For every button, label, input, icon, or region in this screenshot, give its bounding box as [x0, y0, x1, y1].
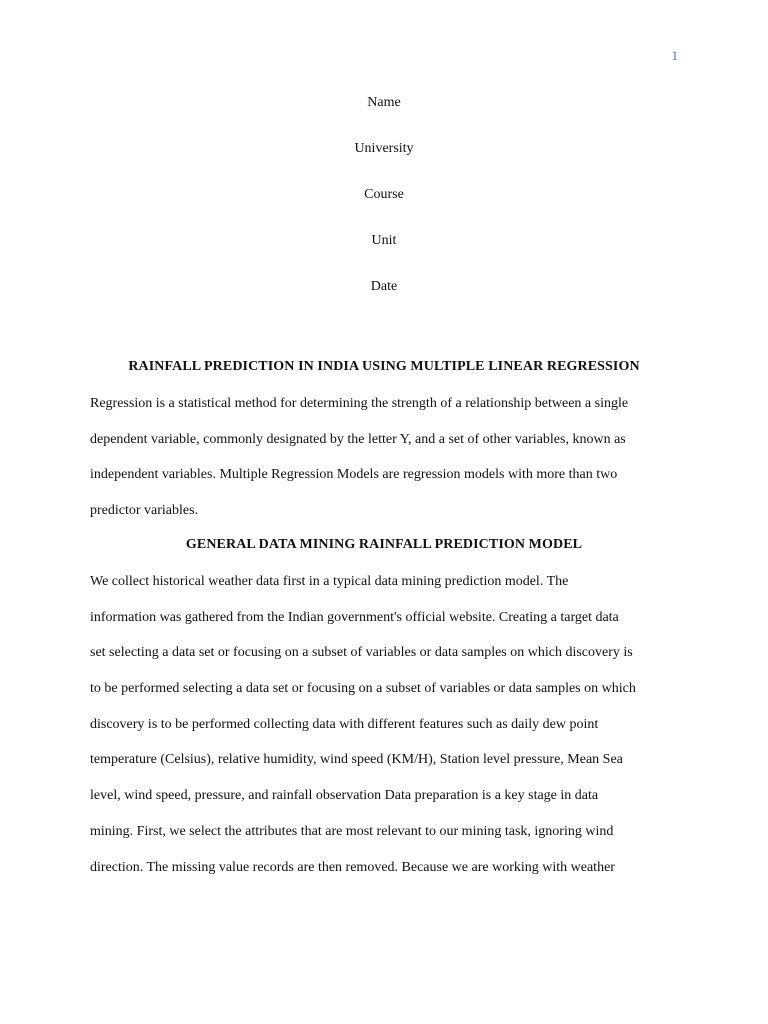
- title-date: Date: [370, 279, 398, 294]
- paragraph-line: level, wind speed, pressure, and rainfall observation Data preparation is a key stage in data: [90, 788, 599, 804]
- paragraph-line: direction. The missing value records are then removed. Because we are working with weather: [90, 859, 615, 875]
- paragraph-line: We collect historical weather data first in a typical data mining prediction model. The: [90, 574, 569, 589]
- paragraph-line: dependent variable, commonly designated by the letter Y, and a set of other variables, known as: [90, 431, 626, 447]
- title-name: Name: [367, 95, 401, 110]
- title-university: University: [354, 141, 414, 156]
- paragraph-line: set selecting a data set or focusing on a subset of variables or data samples on which discovery is: [90, 645, 633, 661]
- title-course: Course: [364, 187, 404, 202]
- paragraph-line: to be performed selecting a data set or focusing on a subset of variables or data samples on which: [90, 681, 636, 697]
- regression-paragraph: [90, 393, 690, 536]
- title-unit: Unit: [371, 233, 397, 248]
- title-block: [0, 93, 768, 323]
- paragraph-line: temperature (Celsius), relative humidity, wind speed (KM/H), Station level pressure, Mean Sea: [90, 752, 623, 768]
- paragraph-line: mining. First, we select the attributes that are most relevant to our mining task, ignoring wind: [90, 823, 614, 839]
- paragraph-line: discovery is to be performed collecting data with different features such as daily dew point: [90, 716, 599, 732]
- paragraph-line: predictor variables.: [90, 503, 199, 519]
- page-number: 1: [671, 48, 678, 63]
- paragraph-line: Regression is a statistical method for determining the strength of a relationship between a single: [90, 396, 629, 411]
- section-heading-rainfall-prediction: RAINFALL PREDICTION IN INDIA USING MULTIPLE LINEAR REGRESSION: [128, 359, 640, 374]
- paragraph-line: information was gathered from the Indian government's official website. Creating a target data: [90, 609, 619, 625]
- paragraph-line: independent variables. Multiple Regression Models are regression models with more than two: [90, 467, 618, 483]
- data-mining-paragraph: [90, 571, 690, 892]
- section-heading-data-mining-model: GENERAL DATA MINING RAINFALL PREDICTION MODEL: [185, 537, 583, 552]
